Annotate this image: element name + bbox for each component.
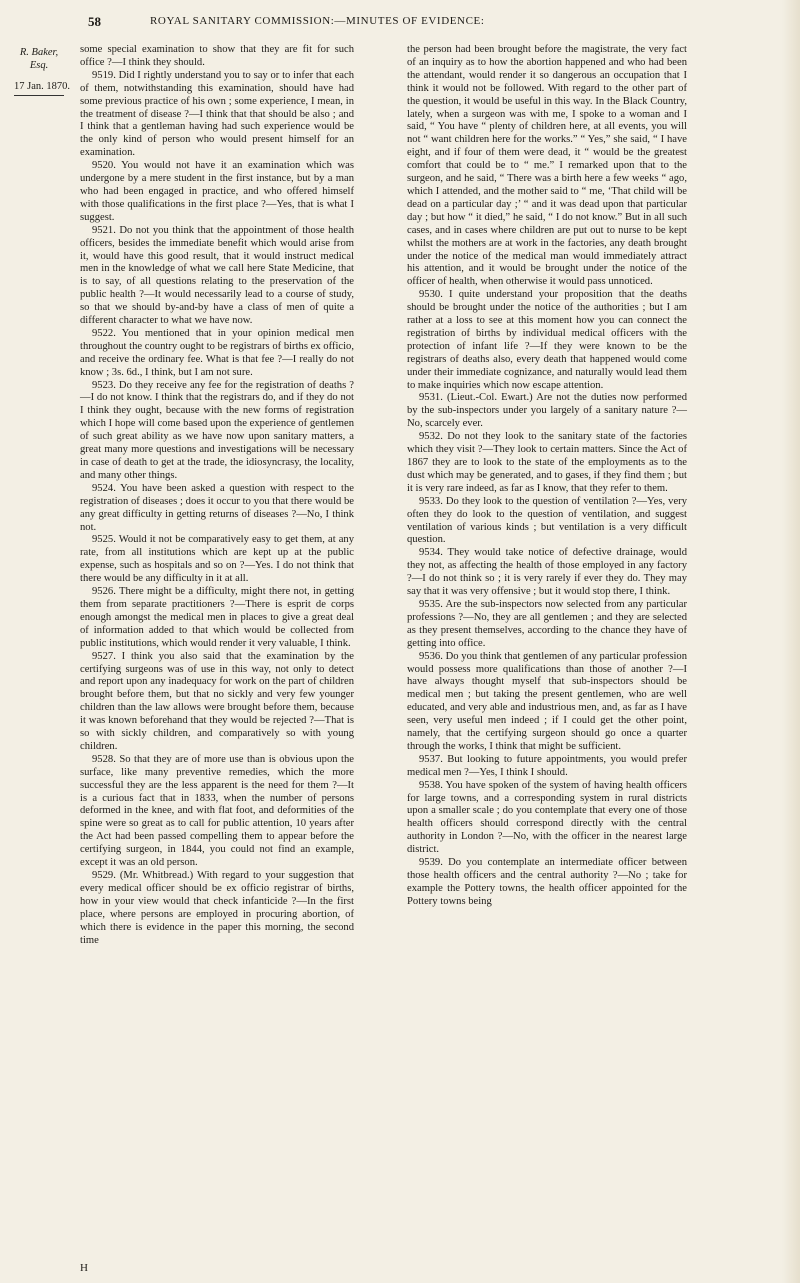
paragraph: 9530. I quite understand your proposition that the deaths should be brought under the notice of the authorities ; but I am rather at a loss to see at this moment how you can connect the registration of births by individual medical officers with the protection of infant life ?—If they were known to be the registrars of deaths also, every death that happened would come under their immediate cognizance, and naturally would lead them to make inquiries which now escape attention. [407,289,687,391]
date-rule [14,95,64,96]
paragraph: 9535. Are the sub-inspectors now selected from any particular professions ?—No, they are all gentlemen ; and they are selected as they present themselves, according to the chance they have of getting into office. [407,598,687,649]
signature-mark: H [80,1262,88,1274]
paragraph: 9520. You would not have it an examination which was undergone by a mere student in the first instance, but by a man who had been engaged in practice, and who offered himself with those qualifications in the first place ?—Yes, that is what I suggest. [80,160,354,223]
paragraph: 9537. But looking to future appointments, you would prefer medical men ?—Yes, I think I should. [407,753,687,778]
paragraph: 9539. Do you contemplate an intermediate officer between those health officers and the central authority ?—No ; take for example the Pottery towns, the health officer appointed for the Pottery towns being [407,857,687,907]
left-column [80,44,354,947]
paragraph: 9536. Do you think that gentlemen of any particular profession would possess more qualifications than those of another ?—I have always thought myself that sub-inspectors should be medical men ; but taking the present gentlemen, who are well educated, and very able and industrious men, and, as far as I have seen, very useful men indeed ; if I could get the other point, namely, that the certifying surgeon should go once a quarter through the works, I think that might be sufficient. [407,650,687,752]
paragraph: the person had been brought before the magistrate, the very fact of an inquiry as to how the abortion happened and who had been the attendant, would render it so dangerous an occupation that I think it would not be followed. With regard to the other part of the question, it would be useful in this way. In the Black Country, lately, when a surgeon was with me, I spoke to a woman and I said, “ You have “ plenty of children here, at all events, you will not “ want children here for the works.” “ Yes,” she said, “ I have eight, and if four of them were dead, it “ would be the greatest comfort that could be to “ me.” I remarked upon that to the surgeon, and he said, “ There was a birth here a few weeks “ ago, which I attended, and the mother said to “ me, ‘That child will be dead on a particular day ;’ “ and it was dead upon that particular day ; but how “ it died,” he said, “ I do not know.” But in all such cases, and in cases where children are put out to nurse to be kept whilst the mothers are at work in the factories, any death brought under the notice of the medical man would immediately attract his attention, and it would be brought under the notice of the officer of health, when otherwise it would pass unnoticed. [407,44,687,288]
paragraph: 9521. Do not you think that the appointment of those health officers, besides the immediate benefit which would arise from it, would have this good result, that it would instruct medical men in the knowledge of what we call here State Medicine, that is to say, of all questions relating to the preservation of the public health ?—It would necessarily lead to a course of study, so that we should by-and-by have a class of men of quite a different character to what we have now. [80,224,354,327]
paragraph: 9528. So that they are of more use than is obvious upon the surface, like many preventive remedies, which the more successful they are the less apparent is the need for them ?—It is a curious fact that in 1833, when the number of persons deformed in the knee, and with flat foot, and deformities of the spine were so great as to call for public attention, 10 years after the Act had been passed compelling them to appear before the certifying surgeon, in 1844, you could not find an example, except it was an old person. [80,753,354,869]
running-title: ROYAL SANITARY COMMISSION:—MINUTES OF EVIDENCE: [150,15,485,27]
paragraph: 9538. You have spoken of the system of having health officers for large towns, and a corresponding system in rural districts upon a smaller scale ; do you contemplate that every one of those health officers should correspond directly with the central authority in London ?—No, with the officer in the nearest large district. [407,779,687,856]
paragraph: 9527. I think you also said that the examination by the certifying surgeons was of use in this way, not only to detect and report upon any inadequacy for work on the part of children brought before them, but that no sickly and very few younger children than the law allows were brought before them, because it was known beforehand that they would be rejected ?—That is so with sickly children, and comparatively so with young children. [80,650,354,752]
evidence-date: 17 Jan. 1870. [14,81,70,92]
paragraph: 9524. You have been asked a question with respect to the registration of diseases ; does it occur to you that there would be any great difficulty in getting returns of diseases ?—No, I think not. [80,482,354,533]
paragraph: 9532. Do not they look to the sanitary state of the factories which they visit ?—They look to certain matters. Since the Act of 1867 they are to look to the state of the employments as to the dust which may be generated, and to gases, if they find them ; but it is very rare indeed, as far as I know, that they refer to them. [407,431,687,494]
paragraph: 9533. Do they look to the question of ventilation ?—Yes, very often they do look to the question of ventilation, and suggest ventilation of various kinds ; but ventilation is a very difficult question. [407,495,687,546]
page-number: 58 [88,14,101,29]
paragraph: 9522. You mentioned that in your opinion medical men throughout the country ought to be registrars of births ex officio, and receive the ordinary fee. What is that fee ?—I really do not know ; 3s. 6d., I think, but I am not sure. [80,327,354,378]
witness-name: R. Baker, Esq. [19,47,59,71]
page-edge [782,0,800,1283]
page-header [0,12,800,34]
paragraph: 9523. Do they receive any fee for the registration of deaths ?—I do not know. I think that the registrars do, and if they do not I think they ought, because with the new forms of registration which I hope will come based upon the experience of gentlemen of such great ability as we have now upon sanitary matters, a great many more questions and investigations will be necessary in case of death to get at the trade, the idiosyncrasy, the locality, and many other things. [80,379,354,481]
paragraph: some special examination to show that they are fit for such office ?—I think they should. [80,44,354,68]
paragraph: 9529. (Mr. Whitbread.) With regard to your suggestion that every medical officer should be ex officio registrar of births, how in your view would that check infanticide ?—In the first place, where persons are employed in procuring abortion, of which there is evidence in the paper this morning, the second time [80,870,354,946]
right-column [407,44,687,909]
paragraph: 9519. Did I rightly understand you to say or to infer that each of them, notwithstanding this examination, should have had some previous practice of his own ; some experience, I mean, in the treatment of disease ?—I think that that should be also ; and I think that a gentleman having had such experience would be the only kind of person who would present himself for an examination. [80,69,354,159]
paragraph: 9526. There might be a difficulty, might there not, in getting them from separate practitioners ?—There is esprit de corps enough amongst the medical men in places to give a great deal of information added to that which would be collected from public institutions, which would render it very valuable, I think. [80,586,354,649]
paragraph: 9534. They would take notice of defective drainage, would they not, as affecting the health of those employed in any factory ?—I do not think so ; it is very rarely if ever they do. They may say that it was very offensive ; but it would stop there, I think. [407,547,687,598]
paragraph: 9525. Would it not be comparatively easy to get them, at any rate, from all institutions which are kept up at the public expense, such as hospitals and so on ?—Yes. I do not think that there would be any difficulty in it at all. [80,534,354,585]
paragraph: 9531. (Lieut.-Col. Ewart.) Are not the duties now performed by the sub-inspectors under you largely of a sanitary nature ?—No, scarcely ever. [407,392,687,430]
